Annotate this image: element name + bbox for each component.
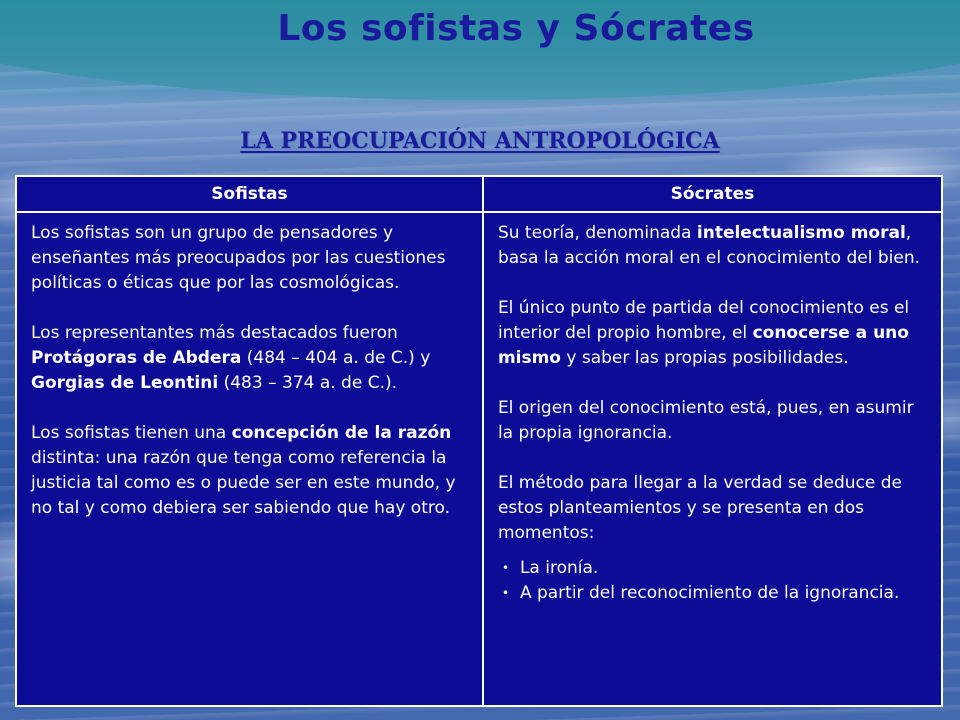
bullet-icon: • xyxy=(501,561,510,575)
intelectualismo-term: intelectualismo moral xyxy=(696,223,906,243)
socrates-paragraph-1 xyxy=(498,221,927,271)
slide-title: Los sofistas y Sócrates xyxy=(277,8,755,49)
text-run: , basa la acción moral en el conocimiento del bien. xyxy=(497,223,921,268)
socrates-paragraph-4: El método para llegar a la verdad se deduce de estos planteamientos y se presenta en dos momentos: xyxy=(497,473,902,543)
conocerse-term: conocerse a uno mismo xyxy=(497,323,909,368)
text-run: (483 – 374 a. de C.). xyxy=(218,373,398,393)
list-item xyxy=(501,556,927,581)
text-run: y saber las propias posibilidades. xyxy=(561,348,849,368)
header-sofistas: Sofistas xyxy=(16,176,483,212)
text-run: distinta: una razón que tenga como referencia la justicia tal como es o puede ser en este mundo, y no tal y como debiera ser sabiendo que hay otro. xyxy=(31,448,456,518)
bullet-icon: • xyxy=(501,586,510,600)
header-socrates: Sócrates xyxy=(483,176,942,212)
list-item-text: La ironía. xyxy=(519,558,599,578)
list-item xyxy=(501,581,927,606)
text-run: El único punto de partida del conocimiento es el interior del propio hombre, el xyxy=(497,298,910,343)
method-list xyxy=(498,556,927,606)
gorgias-name: Gorgias de Leontini xyxy=(31,373,219,393)
sofistas-paragraph-2 xyxy=(31,321,468,396)
socrates-paragraph-2 xyxy=(498,296,927,371)
socrates-cell xyxy=(483,212,942,706)
sofistas-paragraph-3 xyxy=(31,421,468,521)
text-run: (484 – 404 a. de C.) y xyxy=(241,348,431,368)
socrates-paragraph-3: El origen del conocimiento está, pues, en asumir la propia ignorancia. xyxy=(497,398,914,443)
table-header-row xyxy=(16,176,942,212)
concepcion-razon-term: concepción de la razón xyxy=(231,423,452,443)
protagoras-name: Protágoras de Abdera xyxy=(31,348,242,368)
text-run: Los sofistas tienen una xyxy=(31,423,232,443)
text-run: Los representantes más destacados fueron xyxy=(31,323,398,343)
list-item-text: A partir del reconocimiento de la ignorancia. xyxy=(519,583,900,603)
text-run: Su teoría, denominada xyxy=(497,223,697,243)
sofistas-paragraph-1: Los sofistas son un grupo de pensadores y enseñantes más preocupados por las cuestiones políticas o éticas que por las cosmológicas. xyxy=(31,223,446,293)
sofistas-cell xyxy=(16,212,483,706)
table-body-row xyxy=(16,212,942,706)
slide-subtitle: LA PREOCUPACIÓN ANTROPOLÓGICA xyxy=(240,128,720,154)
comparison-table xyxy=(15,175,943,707)
